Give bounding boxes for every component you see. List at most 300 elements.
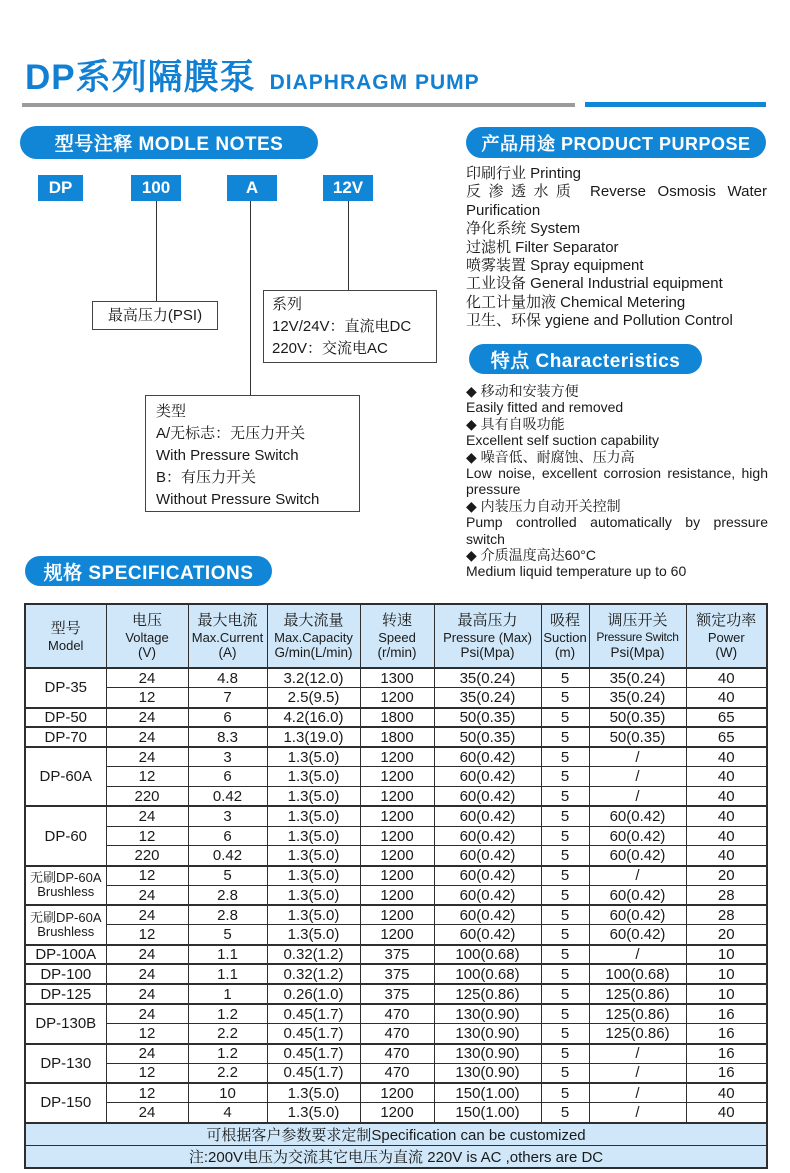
specifications-table	[24, 603, 768, 1169]
cell-capacity: 1.3(5.0)	[267, 1103, 360, 1123]
cell-power: 16	[686, 1044, 767, 1064]
cell-model	[25, 905, 106, 945]
cell-power: 28	[686, 905, 767, 925]
table-row	[25, 925, 767, 945]
cell-suction: 5	[541, 708, 589, 728]
cell-capacity: 2.5(9.5)	[267, 688, 360, 708]
cell-model: DP-60A	[25, 747, 106, 806]
header-en: Max.Capacity	[274, 629, 353, 645]
cell-speed: 1200	[360, 688, 434, 708]
cell-pressure-max: 50(0.35)	[434, 708, 541, 728]
cell-pressure-max: 130(0.90)	[434, 1024, 541, 1044]
header-en: Pressure Switch	[596, 629, 679, 644]
header-en: Max.Current	[191, 629, 264, 645]
cell-power: 40	[686, 747, 767, 767]
characteristics-list	[466, 383, 768, 580]
footer-note: 可根据客户参数要求定制Specification can be customized	[25, 1123, 767, 1146]
cell-voltage: 24	[106, 747, 188, 767]
cell-voltage: 24	[106, 727, 188, 747]
cell-voltage: 24	[106, 1044, 188, 1064]
cell-suction: 5	[541, 1044, 589, 1064]
connector-line-psi	[156, 201, 157, 301]
cell-speed: 1800	[360, 708, 434, 728]
cell-speed: 1200	[360, 885, 434, 905]
cell-suction: 5	[541, 1004, 589, 1024]
cell-voltage: 12	[106, 826, 188, 846]
cell-suction: 5	[541, 964, 589, 984]
divider-gray	[22, 103, 575, 107]
type-note-line: Without Pressure Switch	[156, 491, 320, 508]
cell-capacity: 1.3(5.0)	[267, 885, 360, 905]
table-row	[25, 885, 767, 905]
cell-pressure-switch: 125(0.86)	[589, 1004, 686, 1024]
cell-voltage: 24	[106, 964, 188, 984]
divider-blue	[585, 102, 766, 107]
cell-speed: 1200	[360, 1103, 434, 1123]
cell-capacity: 0.45(1.7)	[267, 1024, 360, 1044]
table-row	[25, 668, 767, 688]
characteristic-en: Pump controlled automatically by pressure switch	[466, 514, 768, 547]
header-zh: 最大流量	[283, 611, 344, 629]
cell-suction: 5	[541, 1103, 589, 1123]
cell-pressure-switch: /	[589, 787, 686, 807]
model-code-box-a: A	[227, 175, 277, 201]
cell-pressure-switch: 60(0.42)	[589, 806, 686, 826]
purpose-item: 卫生、环保 ygiene and Pollution Control	[466, 312, 733, 330]
table-row	[25, 1063, 767, 1083]
table-footer-row	[25, 1123, 767, 1146]
cell-power: 20	[686, 925, 767, 945]
header-zh: 吸程	[549, 611, 580, 629]
header-en: Voltage	[125, 629, 169, 645]
header-unit: (V)	[138, 644, 156, 660]
cell-capacity: 0.45(1.7)	[267, 1004, 360, 1024]
cell-suction: 5	[541, 866, 589, 886]
type-note-box	[145, 395, 360, 512]
cell-suction: 5	[541, 1024, 589, 1044]
page-title	[25, 50, 480, 100]
cell-pressure-switch: /	[589, 1044, 686, 1064]
cell-speed: 1200	[360, 905, 434, 925]
cell-speed: 1200	[360, 787, 434, 807]
cell-pressure-switch: 125(0.86)	[589, 1024, 686, 1044]
cell-current: 6	[188, 708, 267, 728]
section-banner-product-purpose: 产品用途 PRODUCT PURPOSE	[466, 127, 766, 158]
column-header-power	[686, 604, 767, 668]
cell-current: 3	[188, 747, 267, 767]
cell-capacity: 0.32(1.2)	[267, 964, 360, 984]
table-row	[25, 727, 767, 747]
cell-pressure-switch: 35(0.24)	[589, 688, 686, 708]
cell-current: 1	[188, 984, 267, 1004]
type-note-line: B：有压力开关	[156, 469, 257, 486]
cell-pressure-max: 50(0.35)	[434, 727, 541, 747]
cell-power: 10	[686, 945, 767, 965]
cell-model: DP-125	[25, 984, 106, 1004]
table-header-row	[25, 604, 767, 668]
cell-speed: 1200	[360, 925, 434, 945]
characteristic-en: Low noise, excellent corrosion resistance, high pressure	[466, 465, 768, 498]
cell-pressure-max: 150(1.00)	[434, 1103, 541, 1123]
cell-current: 2.8	[188, 885, 267, 905]
cell-suction: 5	[541, 787, 589, 807]
header-en: Pressure (Max)	[443, 629, 532, 645]
cell-capacity: 1.3(5.0)	[267, 905, 360, 925]
cell-suction: 5	[541, 826, 589, 846]
connector-line-series	[348, 201, 349, 290]
table-row	[25, 688, 767, 708]
cell-power: 20	[686, 866, 767, 886]
cell-model	[25, 866, 106, 906]
model-code-box-100: 100	[131, 175, 181, 201]
table-footer-row	[25, 1145, 767, 1168]
cell-pressure-max: 60(0.42)	[434, 787, 541, 807]
cell-pressure-switch: 125(0.86)	[589, 984, 686, 1004]
cell-pressure-max: 100(0.68)	[434, 964, 541, 984]
cell-suction: 5	[541, 905, 589, 925]
cell-current: 0.42	[188, 846, 267, 866]
section-banner-model-notes: 型号注释 MODLE NOTES	[20, 126, 318, 159]
cell-voltage: 24	[106, 668, 188, 688]
cell-suction: 5	[541, 668, 589, 688]
cell-capacity: 3.2(12.0)	[267, 668, 360, 688]
header-unit: G/min(L/min)	[274, 644, 353, 660]
table-row	[25, 767, 767, 787]
cell-power: 40	[686, 787, 767, 807]
cell-suction: 5	[541, 767, 589, 787]
model-line: Brushless	[37, 923, 95, 939]
cell-capacity: 1.3(5.0)	[267, 747, 360, 767]
cell-model: DP-70	[25, 727, 106, 747]
header-zh: 电压	[131, 611, 162, 629]
cell-pressure-max: 60(0.42)	[434, 846, 541, 866]
cell-pressure-switch: 35(0.24)	[589, 668, 686, 688]
cell-current: 2.2	[188, 1024, 267, 1044]
cell-pressure-max: 150(1.00)	[434, 1083, 541, 1103]
cell-power: 16	[686, 1004, 767, 1024]
cell-power: 10	[686, 984, 767, 1004]
cell-speed: 1200	[360, 767, 434, 787]
cell-model: DP-130	[25, 1044, 106, 1084]
column-header-voltage	[106, 604, 188, 668]
cell-current: 2.2	[188, 1063, 267, 1083]
cell-voltage: 220	[106, 787, 188, 807]
header-zh: 最高压力	[457, 611, 518, 629]
cell-pressure-switch: /	[589, 945, 686, 965]
model-code-box-12v: 12V	[323, 175, 373, 201]
cell-current: 8.3	[188, 727, 267, 747]
cell-speed: 1200	[360, 747, 434, 767]
purpose-item: 净化系统 System	[466, 220, 581, 238]
cell-current: 7	[188, 688, 267, 708]
cell-speed: 1300	[360, 668, 434, 688]
cell-capacity: 1.3(5.0)	[267, 1083, 360, 1103]
cell-speed: 470	[360, 1024, 434, 1044]
characteristic-zh: ◆ 具有自吸功能	[466, 415, 565, 432]
column-header-current	[188, 604, 267, 668]
cell-power: 40	[686, 767, 767, 787]
cell-speed: 470	[360, 1004, 434, 1024]
cell-power: 40	[686, 668, 767, 688]
characteristic-en: Medium liquid temperature up to 60	[466, 563, 687, 580]
connector-line-type	[250, 201, 251, 395]
cell-model: DP-35	[25, 668, 106, 708]
cell-pressure-switch: 60(0.42)	[589, 885, 686, 905]
cell-model: DP-60	[25, 806, 106, 865]
table-row	[25, 806, 767, 826]
cell-capacity: 1.3(5.0)	[267, 806, 360, 826]
cell-suction: 5	[541, 846, 589, 866]
column-header-suction	[541, 604, 589, 668]
table-row	[25, 846, 767, 866]
cell-power: 16	[686, 1024, 767, 1044]
cell-pressure-max: 60(0.42)	[434, 885, 541, 905]
footer-note: 注:200V电压为交流其它电压为直流 220V is AC ,others are DC	[25, 1145, 767, 1168]
series-note-line: 220V：交流电AC	[272, 340, 388, 357]
cell-pressure-switch: 50(0.35)	[589, 708, 686, 728]
model-line: 无刷DP-60A	[29, 909, 102, 925]
cell-pressure-switch: 60(0.42)	[589, 905, 686, 925]
series-note-line: 12V/24V：直流电DC	[272, 318, 412, 335]
purpose-item: 印刷行业 Printing	[466, 165, 582, 182]
header-unit: Psi(Mpa)	[610, 644, 665, 660]
table-body	[25, 668, 767, 1168]
header-en: Power	[707, 629, 745, 645]
cell-current: 1.1	[188, 945, 267, 965]
cell-speed: 470	[360, 1063, 434, 1083]
cell-pressure-max: 60(0.42)	[434, 767, 541, 787]
model-code-box-dp: DP	[38, 175, 83, 201]
cell-suction: 5	[541, 688, 589, 708]
purpose-item: 化工计量加液 Chemical Metering	[466, 293, 686, 311]
table-row	[25, 1044, 767, 1064]
type-note-line: 类型	[156, 403, 187, 420]
cell-speed: 1200	[360, 866, 434, 886]
column-header-pressure-switch	[589, 604, 686, 668]
product-purpose-list	[466, 165, 767, 331]
purpose-item: 过滤机 Filter Separator	[466, 238, 619, 256]
cell-pressure-switch: 60(0.42)	[589, 826, 686, 846]
table-row	[25, 866, 767, 886]
cell-capacity: 0.45(1.7)	[267, 1044, 360, 1064]
cell-current: 3	[188, 806, 267, 826]
characteristic-zh: ◆ 噪音低、耐腐蚀、压力高	[466, 448, 635, 465]
cell-pressure-max: 130(0.90)	[434, 1004, 541, 1024]
cell-voltage: 24	[106, 984, 188, 1004]
cell-current: 5	[188, 866, 267, 886]
cell-pressure-max: 60(0.42)	[434, 826, 541, 846]
cell-current: 1.2	[188, 1044, 267, 1064]
cell-pressure-max: 60(0.42)	[434, 866, 541, 886]
header-en: Model	[48, 637, 84, 653]
cell-pressure-switch: 50(0.35)	[589, 727, 686, 747]
cell-power: 40	[686, 688, 767, 708]
cell-model: DP-150	[25, 1083, 106, 1123]
cell-power: 40	[686, 1083, 767, 1103]
characteristic-en: Easily fitted and removed	[466, 399, 624, 416]
type-note-line: A/无标志：无压力开关	[156, 425, 306, 442]
cell-speed: 1200	[360, 806, 434, 826]
cell-current: 6	[188, 767, 267, 787]
cell-current: 6	[188, 826, 267, 846]
table-head	[25, 604, 767, 668]
table-row	[25, 747, 767, 767]
cell-suction: 5	[541, 945, 589, 965]
section-banner-characteristics: 特点 Characteristics	[469, 344, 702, 374]
cell-pressure-max: 60(0.42)	[434, 806, 541, 826]
characteristic-zh: ◆ 介质温度高达60°C	[466, 547, 596, 564]
purpose-item: 工业设备 General Industrial equipment	[466, 275, 723, 293]
header-zh: 型号	[50, 619, 81, 637]
cell-voltage: 12	[106, 1063, 188, 1083]
cell-pressure-max: 35(0.24)	[434, 688, 541, 708]
cell-pressure-switch: 60(0.42)	[589, 925, 686, 945]
cell-current: 1.1	[188, 964, 267, 984]
cell-capacity: 1.3(5.0)	[267, 826, 360, 846]
cell-pressure-max: 60(0.42)	[434, 905, 541, 925]
column-header-model	[25, 604, 106, 668]
cell-speed: 470	[360, 1044, 434, 1064]
cell-current: 2.8	[188, 905, 267, 925]
cell-capacity: 1.3(5.0)	[267, 767, 360, 787]
table-row	[25, 826, 767, 846]
cell-voltage: 12	[106, 767, 188, 787]
table-row	[25, 708, 767, 728]
page-title-zh: DP系列隔膜泵	[25, 58, 256, 97]
cell-pressure-switch: 100(0.68)	[589, 964, 686, 984]
cell-power: 16	[686, 1063, 767, 1083]
cell-voltage: 12	[106, 1083, 188, 1103]
cell-model: DP-100A	[25, 945, 106, 965]
cell-pressure-switch: /	[589, 767, 686, 787]
header-unit: (m)	[554, 644, 576, 660]
table-row	[25, 964, 767, 984]
header-unit: (W)	[715, 644, 738, 660]
cell-capacity: 0.32(1.2)	[267, 945, 360, 965]
cell-speed: 1200	[360, 1083, 434, 1103]
cell-voltage: 220	[106, 846, 188, 866]
header-en: Suction	[543, 629, 587, 645]
cell-pressure-max: 60(0.42)	[434, 747, 541, 767]
table-row	[25, 1083, 767, 1103]
column-header-capacity	[267, 604, 360, 668]
cell-voltage: 24	[106, 806, 188, 826]
cell-power: 40	[686, 826, 767, 846]
cell-voltage: 24	[106, 1103, 188, 1123]
cell-speed: 1800	[360, 727, 434, 747]
cell-voltage: 24	[106, 885, 188, 905]
cell-voltage: 24	[106, 945, 188, 965]
cell-pressure-max: 100(0.68)	[434, 945, 541, 965]
series-note-box	[263, 290, 437, 363]
cell-suction: 5	[541, 727, 589, 747]
column-header-speed	[360, 604, 434, 668]
purpose-item: 喷雾装置 Spray equipment	[466, 257, 644, 275]
cell-pressure-switch: 60(0.42)	[589, 846, 686, 866]
cell-current: 4.8	[188, 668, 267, 688]
cell-pressure-switch: /	[589, 866, 686, 886]
cell-capacity: 4.2(16.0)	[267, 708, 360, 728]
cell-capacity: 0.26(1.0)	[267, 984, 360, 1004]
cell-current: 10	[188, 1083, 267, 1103]
cell-voltage: 24	[106, 708, 188, 728]
cell-voltage: 24	[106, 1004, 188, 1024]
cell-power: 65	[686, 727, 767, 747]
header-unit: (r/min)	[377, 644, 417, 660]
cell-model: DP-100	[25, 964, 106, 984]
cell-power: 28	[686, 885, 767, 905]
cell-voltage: 12	[106, 688, 188, 708]
cell-suction: 5	[541, 1063, 589, 1083]
cell-capacity: 1.3(19.0)	[267, 727, 360, 747]
table-row	[25, 787, 767, 807]
cell-power: 40	[686, 806, 767, 826]
cell-pressure-switch: /	[589, 1083, 686, 1103]
purpose-item: 反渗透水质 Reverse Osmosis Water Purification	[466, 183, 767, 219]
header-en: Speed	[378, 629, 416, 645]
table-row	[25, 905, 767, 925]
cell-speed: 375	[360, 984, 434, 1004]
cell-suction: 5	[541, 885, 589, 905]
psi-note-box: 最高压力(PSI)	[92, 301, 218, 330]
cell-pressure-max: 35(0.24)	[434, 668, 541, 688]
cell-pressure-switch: /	[589, 1063, 686, 1083]
cell-voltage: 12	[106, 866, 188, 886]
cell-pressure-switch: /	[589, 1103, 686, 1123]
cell-capacity: 1.3(5.0)	[267, 866, 360, 886]
cell-pressure-max: 125(0.86)	[434, 984, 541, 1004]
model-line: 无刷DP-60A	[29, 870, 102, 886]
header-zh: 额定功率	[696, 611, 757, 629]
cell-current: 0.42	[188, 787, 267, 807]
page-title-en: DIAPHRAGM PUMP	[269, 71, 480, 94]
table-row	[25, 984, 767, 1004]
header-zh: 调压开关	[607, 611, 668, 629]
cell-current: 1.2	[188, 1004, 267, 1024]
cell-suction: 5	[541, 984, 589, 1004]
cell-speed: 1200	[360, 826, 434, 846]
cell-pressure-max: 60(0.42)	[434, 925, 541, 945]
cell-suction: 5	[541, 1083, 589, 1103]
header-zh: 转速	[381, 611, 412, 629]
table-row	[25, 1103, 767, 1123]
cell-voltage: 12	[106, 925, 188, 945]
cell-suction: 5	[541, 747, 589, 767]
cell-current: 4	[188, 1103, 267, 1123]
cell-voltage: 24	[106, 905, 188, 925]
cell-power: 10	[686, 964, 767, 984]
cell-power: 40	[686, 1103, 767, 1123]
cell-model: DP-50	[25, 708, 106, 728]
header-unit: Psi(Mpa)	[460, 644, 515, 660]
series-note-line: 系列	[272, 296, 303, 313]
column-header-pressure-max	[434, 604, 541, 668]
cell-speed: 375	[360, 964, 434, 984]
cell-suction: 5	[541, 806, 589, 826]
characteristic-en: Excellent self suction capability	[466, 432, 659, 449]
cell-model: DP-130B	[25, 1004, 106, 1044]
cell-capacity: 0.45(1.7)	[267, 1063, 360, 1083]
cell-current: 5	[188, 925, 267, 945]
cell-speed: 375	[360, 945, 434, 965]
cell-power: 65	[686, 708, 767, 728]
cell-speed: 1200	[360, 846, 434, 866]
header-zh: 最大电流	[197, 611, 258, 629]
characteristic-zh: ◆ 移动和安装方便	[466, 383, 579, 399]
type-note-line: With Pressure Switch	[156, 447, 299, 464]
cell-pressure-switch: /	[589, 747, 686, 767]
table-row	[25, 1024, 767, 1044]
